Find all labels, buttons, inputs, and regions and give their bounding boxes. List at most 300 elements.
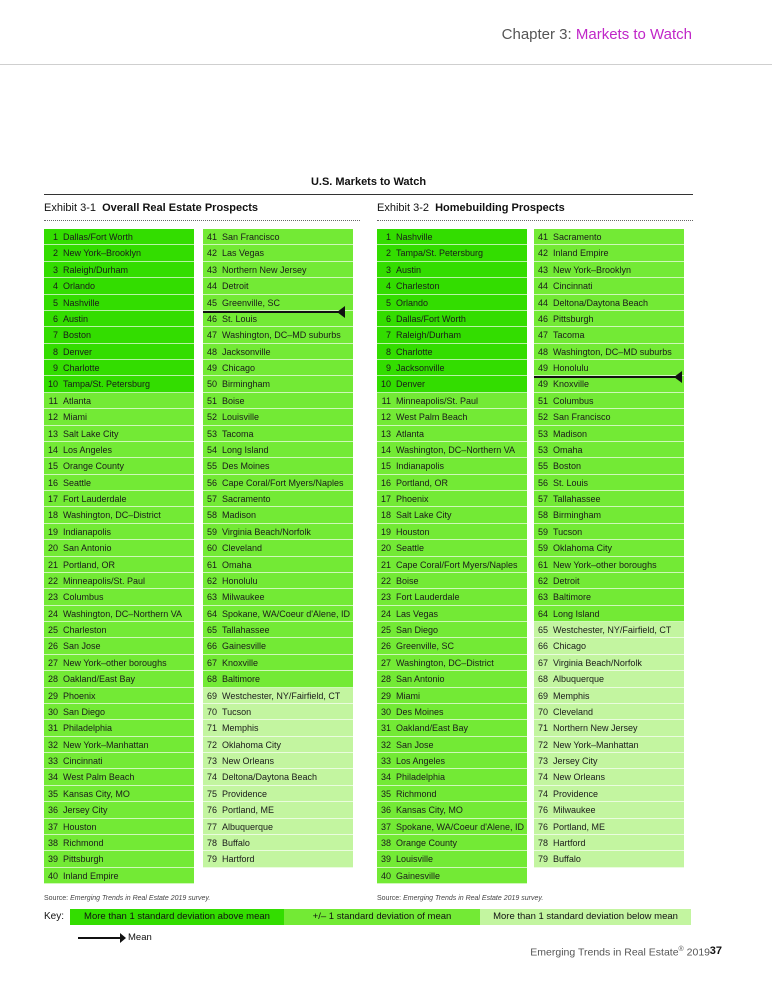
rank-number: 20 <box>380 543 391 554</box>
rank-number: 75 <box>206 788 217 799</box>
market-row <box>377 540 527 556</box>
market-row <box>534 344 684 360</box>
rank-number: 57 <box>206 494 217 504</box>
market-name: St. Louis <box>553 477 589 488</box>
market-row <box>44 475 194 491</box>
market-row <box>377 819 527 835</box>
market-row <box>534 671 684 687</box>
rank-number: 27 <box>380 657 391 668</box>
rank-number: 56 <box>537 477 548 488</box>
market-name: Omaha <box>553 444 583 455</box>
market-name: Portland, OR <box>396 477 449 488</box>
rank-number: 23 <box>47 592 58 603</box>
rank-number: 2 <box>52 248 58 259</box>
footer-year: 2019 <box>683 946 710 959</box>
market-row <box>203 835 353 851</box>
market-name: Fort Lauderdale <box>396 592 460 603</box>
source-note <box>44 895 210 902</box>
market-name: Houston <box>63 821 97 832</box>
rank-number: 64 <box>537 608 548 619</box>
rank-number: 63 <box>537 592 548 603</box>
rank-number: 16 <box>380 477 391 488</box>
market-row <box>44 524 194 540</box>
exhibit-title: Overall Real Estate Prospects <box>102 202 259 214</box>
market-row <box>44 376 194 392</box>
rank-number: 14 <box>380 444 391 455</box>
market-row <box>534 376 684 392</box>
market-row <box>203 491 353 507</box>
market-row <box>377 688 527 704</box>
mean-arrow-icon <box>337 306 345 318</box>
market-name: San Diego <box>63 706 106 717</box>
rank-number: 44 <box>537 281 548 292</box>
market-name: Dallas/Fort Worth <box>396 313 466 324</box>
rank-number: 35 <box>47 788 58 799</box>
rank-number: 26 <box>47 641 58 652</box>
rank-number: 53 <box>537 428 548 439</box>
market-row <box>203 688 353 704</box>
rank-number: 69 <box>537 690 548 701</box>
key-high: More than 1 standard deviation above mean <box>70 909 284 925</box>
market-row <box>203 507 353 523</box>
rank-number: 78 <box>537 837 548 848</box>
rank-number: 62 <box>537 575 548 586</box>
market-name: Knoxville <box>553 379 590 390</box>
market-name: Pittsburgh <box>553 313 594 324</box>
title-rule <box>44 194 693 195</box>
rank-number: 36 <box>380 805 391 816</box>
rank-number: 33 <box>380 756 391 766</box>
rank-number: 9 <box>385 363 391 373</box>
market-name: Dallas/Fort Worth <box>63 232 133 242</box>
rank-number: 22 <box>380 575 391 586</box>
market-row <box>534 491 684 507</box>
market-row <box>377 851 527 867</box>
market-name: Orlando <box>63 281 96 292</box>
market-name: Charleston <box>63 625 107 635</box>
market-name: Jersey City <box>553 756 598 766</box>
market-name: Phoenix <box>396 494 429 504</box>
market-name: Detroit <box>222 281 249 292</box>
market-name: Cleveland <box>553 706 594 717</box>
page-number: 37 <box>709 945 722 957</box>
market-row <box>534 638 684 654</box>
rank-number: 69 <box>206 690 217 701</box>
rank-number: 66 <box>537 641 548 652</box>
rank-number: 13 <box>47 428 58 439</box>
market-row <box>377 720 527 736</box>
rank-number: 76 <box>537 821 548 832</box>
market-row <box>44 262 194 278</box>
rank-number: 62 <box>206 575 217 586</box>
rank-number: 25 <box>47 625 58 635</box>
market-row <box>44 311 194 327</box>
market-row <box>534 753 684 769</box>
market-name: Miami <box>396 690 420 701</box>
market-row <box>44 344 194 360</box>
market-row <box>534 507 684 523</box>
market-name: Seattle <box>396 543 425 554</box>
market-row <box>203 606 353 622</box>
market-row <box>203 344 353 360</box>
market-name: Deltona/Daytona Beach <box>553 297 649 308</box>
market-name: Oklahoma City <box>553 543 613 554</box>
market-row <box>377 786 527 802</box>
market-name: Seattle <box>63 477 92 488</box>
exhibit-3-1-header <box>44 202 258 214</box>
market-name: Westchester, NY/Fairfield, CT <box>222 690 341 701</box>
market-name: Las Vegas <box>396 608 439 619</box>
market-row <box>534 442 684 458</box>
market-row <box>203 655 353 671</box>
market-row <box>377 638 527 654</box>
rank-number: 19 <box>47 526 58 537</box>
rank-number: 65 <box>537 625 548 635</box>
market-name: San Francisco <box>553 412 611 423</box>
market-name: Oakland/East Bay <box>396 723 469 734</box>
rank-number: 61 <box>206 559 217 570</box>
market-row <box>377 835 527 851</box>
chapter-prefix: Chapter 3: <box>501 26 572 43</box>
rank-number: 66 <box>206 641 217 652</box>
rank-number: 55 <box>206 461 217 472</box>
market-row <box>203 638 353 654</box>
market-name: Detroit <box>553 575 580 586</box>
market-name: Northern New Jersey <box>222 264 307 275</box>
market-row <box>534 426 684 442</box>
rank-number: 42 <box>537 248 548 259</box>
market-name: New York–Manhattan <box>63 739 149 750</box>
rank-number: 44 <box>537 297 548 308</box>
rank-number: 28 <box>47 674 58 685</box>
market-row <box>534 360 684 376</box>
market-row <box>203 475 353 491</box>
rank-number: 70 <box>206 706 217 717</box>
rank-number: 11 <box>381 395 391 406</box>
market-name: Boston <box>63 330 92 341</box>
market-name: Washington, DC–District <box>396 657 494 668</box>
market-row <box>377 802 527 818</box>
market-name: Chicago <box>553 641 587 652</box>
rank-number: 60 <box>206 543 217 554</box>
market-row <box>377 491 527 507</box>
rank-number: 76 <box>206 805 217 816</box>
source-prefix: Source: <box>377 895 402 902</box>
market-row <box>377 360 527 376</box>
market-row <box>44 688 194 704</box>
rank-number: 8 <box>385 346 391 357</box>
market-name: Columbus <box>553 395 594 406</box>
market-row <box>44 737 194 753</box>
market-row <box>44 426 194 442</box>
market-row <box>377 327 527 343</box>
rank-number: 58 <box>206 510 217 521</box>
rank-number: 71 <box>537 723 548 734</box>
market-name: Chicago <box>222 363 256 373</box>
market-row <box>203 278 353 294</box>
market-row <box>377 475 527 491</box>
rank-number: 6 <box>52 313 58 324</box>
market-name: San Antonio <box>63 543 112 554</box>
rank-number: 63 <box>206 592 217 603</box>
rank-number: 73 <box>537 756 548 766</box>
rank-number: 28 <box>380 674 391 685</box>
market-row <box>44 819 194 835</box>
market-name: Spokane, WA/Coeur d'Alene, ID <box>396 821 524 832</box>
rank-number: 12 <box>47 412 58 423</box>
market-name: Tucson <box>553 526 583 537</box>
market-name: San Antonio <box>396 674 445 685</box>
market-name: Honolulu <box>553 363 589 373</box>
rank-number: 53 <box>537 444 548 455</box>
market-name: Madison <box>222 510 257 521</box>
market-name: Indianapolis <box>396 461 445 472</box>
rank-number: 47 <box>206 330 217 341</box>
market-name: Boston <box>553 461 582 472</box>
rank-number: 49 <box>206 363 217 373</box>
market-row <box>534 524 684 540</box>
market-row <box>44 540 194 556</box>
rank-number: 72 <box>206 739 217 750</box>
market-row <box>44 507 194 523</box>
market-name: Gainesville <box>222 641 267 652</box>
rank-number: 67 <box>206 657 217 668</box>
market-name: Baltimore <box>222 674 261 685</box>
market-name: Deltona/Daytona Beach <box>222 772 318 783</box>
market-row <box>203 409 353 425</box>
rank-number: 14 <box>47 444 58 455</box>
source-text: Emerging Trends in Real Estate 2019 survey. <box>70 895 211 902</box>
market-row <box>44 720 194 736</box>
market-row <box>534 245 684 261</box>
market-row <box>377 458 527 474</box>
market-row <box>377 589 527 605</box>
market-name: Providence <box>553 788 599 799</box>
market-row <box>203 589 353 605</box>
market-name: Tacoma <box>553 330 585 341</box>
rank-number: 24 <box>47 608 58 619</box>
rank-number: 73 <box>206 756 217 766</box>
rank-number: 5 <box>52 297 58 308</box>
market-name: New Orleans <box>222 756 275 766</box>
market-name: Westchester, NY/Fairfield, CT <box>553 625 672 635</box>
market-name: Indianapolis <box>63 526 112 537</box>
market-row <box>377 344 527 360</box>
market-name: Austin <box>63 313 89 324</box>
market-name: Minneapolis/St. Paul <box>63 575 146 586</box>
market-name: Salt Lake City <box>63 428 119 439</box>
footer-text: Emerging Trends in Real Estate <box>530 946 679 959</box>
market-row <box>377 245 527 261</box>
rank-number: 50 <box>206 379 217 390</box>
market-row <box>44 671 194 687</box>
market-row <box>377 409 527 425</box>
market-row <box>44 360 194 376</box>
exhibit-number: Exhibit 3-1 <box>44 202 96 214</box>
market-name: Sacramento <box>553 232 602 242</box>
market-name: Salt Lake City <box>396 510 452 521</box>
market-name: Jacksonville <box>396 363 445 373</box>
rank-number: 18 <box>47 510 58 521</box>
rank-number: 27 <box>47 657 58 668</box>
market-row <box>377 868 527 884</box>
market-row <box>377 737 527 753</box>
footer-mark: ® <box>678 946 684 953</box>
rank-number: 46 <box>537 313 548 324</box>
market-row <box>203 442 353 458</box>
rank-number: 65 <box>206 625 217 635</box>
rank-number: 25 <box>380 625 391 635</box>
market-name: Memphis <box>222 723 259 734</box>
market-name: New York–Brooklyn <box>553 264 632 275</box>
market-row <box>44 835 194 851</box>
rank-number: 67 <box>537 657 548 668</box>
market-name: West Palm Beach <box>396 412 468 423</box>
market-name: Tacoma <box>222 428 254 439</box>
market-row <box>377 573 527 589</box>
market-name: Louisville <box>222 412 260 423</box>
rank-number: 45 <box>206 297 217 308</box>
market-name: Spokane, WA/Coeur d'Alene, ID <box>222 608 350 619</box>
rank-number: 76 <box>537 805 548 816</box>
market-name: Philadelphia <box>396 772 446 783</box>
mean-legend-line <box>78 937 120 939</box>
market-name: Los Angeles <box>396 756 446 766</box>
rank-number: 59 <box>537 526 548 537</box>
market-row <box>377 557 527 573</box>
market-row <box>203 622 353 638</box>
market-name: Cincinnati <box>63 756 103 766</box>
rank-number: 20 <box>47 543 58 554</box>
market-name: Cape Coral/Fort Myers/Naples <box>222 477 344 488</box>
market-row <box>44 753 194 769</box>
market-row <box>534 704 684 720</box>
rank-number: 29 <box>47 690 58 701</box>
market-row <box>203 573 353 589</box>
market-row <box>203 704 353 720</box>
market-name: San Diego <box>396 625 439 635</box>
market-name: Jersey City <box>63 805 108 816</box>
rank-number: 53 <box>206 428 217 439</box>
market-name: Houston <box>396 526 430 537</box>
key-label: Key: <box>44 911 65 922</box>
market-name: Oakland/East Bay <box>63 674 136 685</box>
rank-number: 46 <box>206 313 217 324</box>
market-row <box>203 819 353 835</box>
market-name: Raleigh/Durham <box>63 264 129 275</box>
market-row <box>203 671 353 687</box>
market-name: Madison <box>553 428 588 439</box>
market-name: Virginia Beach/Norfolk <box>553 657 642 668</box>
rank-number: 48 <box>537 346 548 357</box>
market-name: Denver <box>396 379 426 390</box>
rank-number: 7 <box>385 330 391 341</box>
rank-number: 71 <box>206 723 217 734</box>
market-row <box>203 360 353 376</box>
market-name: Birmingham <box>222 379 271 390</box>
rank-number: 74 <box>537 772 548 783</box>
market-name: Cincinnati <box>553 281 593 292</box>
market-name: Louisville <box>396 854 434 865</box>
market-name: New York–Brooklyn <box>63 248 142 259</box>
market-row <box>377 524 527 540</box>
rank-number: 51 <box>537 395 548 406</box>
market-name: Nashville <box>63 297 100 308</box>
market-name: Denver <box>63 346 93 357</box>
rank-number: 37 <box>380 821 391 832</box>
market-row <box>377 311 527 327</box>
rank-number: 70 <box>537 706 548 717</box>
market-name: Phoenix <box>63 690 96 701</box>
rank-number: 30 <box>47 706 58 717</box>
chapter-title: Markets to Watch <box>575 26 692 43</box>
market-row <box>203 426 353 442</box>
market-row <box>534 458 684 474</box>
market-row <box>377 769 527 785</box>
market-name: Atlanta <box>396 428 425 439</box>
rank-number: 2 <box>385 248 391 259</box>
rank-number: 74 <box>206 772 217 783</box>
exhibit-title: Homebuilding Prospects <box>435 202 565 214</box>
market-name: Knoxville <box>222 657 259 668</box>
rank-number: 10 <box>380 379 391 390</box>
market-name: Baltimore <box>553 592 592 603</box>
market-row <box>534 573 684 589</box>
market-name: Portland, ME <box>553 821 606 832</box>
rank-column <box>377 229 527 884</box>
rank-number: 54 <box>206 444 217 455</box>
rank-number: 15 <box>380 461 391 472</box>
rank-number: 34 <box>47 772 58 783</box>
market-row <box>534 475 684 491</box>
rank-number: 40 <box>47 870 58 881</box>
rank-number: 36 <box>47 805 58 816</box>
rank-number: 59 <box>537 543 548 554</box>
market-row <box>377 278 527 294</box>
market-row <box>203 311 353 327</box>
market-row <box>534 655 684 671</box>
market-row <box>203 557 353 573</box>
market-name: Kansas City, MO <box>396 805 463 816</box>
market-row <box>203 540 353 556</box>
market-row <box>377 262 527 278</box>
market-name: San Jose <box>63 641 101 652</box>
rank-number: 77 <box>206 821 217 832</box>
market-row <box>203 229 353 245</box>
market-name: Orange County <box>63 461 125 472</box>
market-name: Washington, DC–District <box>63 510 161 521</box>
market-name: Las Vegas <box>222 248 265 259</box>
market-row <box>377 442 527 458</box>
market-row <box>44 868 194 884</box>
market-row <box>44 769 194 785</box>
market-row <box>44 278 194 294</box>
market-name: Portland, OR <box>63 559 116 570</box>
market-row <box>203 376 353 392</box>
rank-number: 1 <box>52 232 58 242</box>
market-name: Sacramento <box>222 494 271 504</box>
rank-number: 7 <box>52 330 58 341</box>
rank-number: 47 <box>537 330 548 341</box>
rank-number: 15 <box>47 461 58 472</box>
market-row <box>534 393 684 409</box>
market-name: Greenville, SC <box>222 297 281 308</box>
rank-number: 22 <box>47 575 58 586</box>
market-row <box>203 737 353 753</box>
market-name: San Francisco <box>222 232 280 242</box>
market-name: Kansas City, MO <box>63 788 130 799</box>
market-name: Los Angeles <box>63 444 113 455</box>
